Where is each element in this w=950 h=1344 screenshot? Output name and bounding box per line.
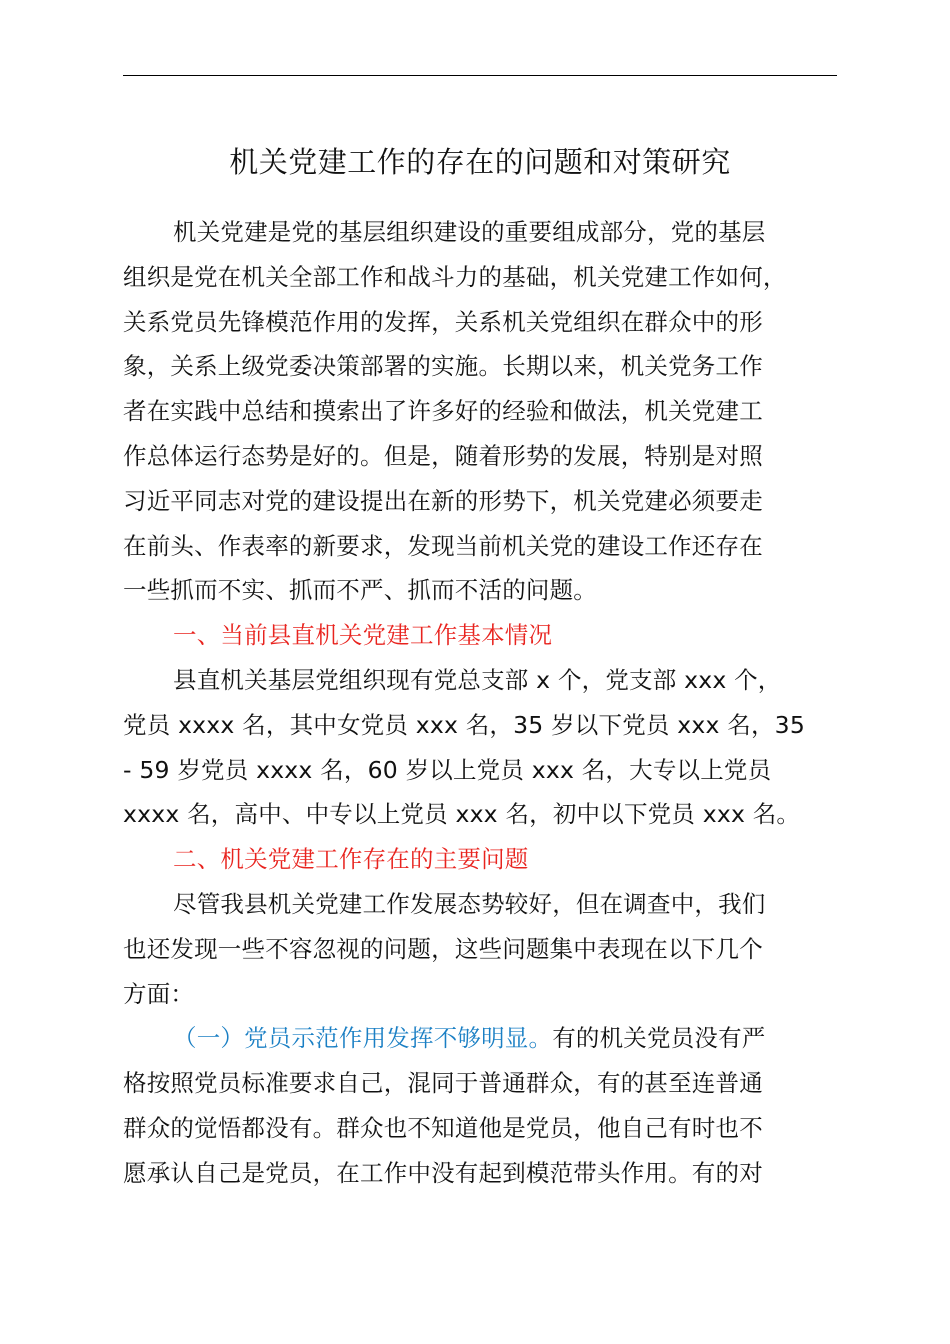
paragraph-line: 群众的觉悟都没有。群众也不知道他是党员，他自己有时也不	[123, 1113, 763, 1142]
paragraph-line: 习近平同志对党的建设提出在新的形势下，机关党建必须要走	[123, 486, 763, 515]
paragraph-line: 格按照党员标准要求自己，混同于普通群众，有的甚至连普通	[123, 1069, 763, 1098]
paragraph-line: 党员 xxxx 名，其中女党员 xxx 名，35 岁以下党员 xxx 名，35	[123, 710, 805, 739]
paragraph-line: 县直机关基层党组织现有党总支部 x 个，党支部 xxx 个，	[173, 665, 782, 694]
paragraph-line: - 59 岁党员 xxxx 名，60 岁以上党员 xxx 名，大专以上党员	[123, 755, 772, 784]
paragraph-line: 者在实践中总结和摸索出了许多好的经验和做法，机关党建工	[123, 397, 763, 426]
paragraph-line: 尽管我县机关党建工作发展态势较好，但在调查中，我们	[173, 889, 766, 918]
paragraph-line: 也还发现一些不容忽视的问题，这些问题集中表现在以下几个	[123, 934, 763, 963]
paragraph-line: 作总体运行态势是好的。但是，随着形势的发展，特别是对照	[123, 441, 763, 470]
subsection-heading-1: （一）党员示范作用发挥不够明显。	[173, 1024, 553, 1053]
paragraph-line: 象，关系上级党委决策部署的实施。长期以来，机关党务工作	[123, 352, 763, 381]
paragraph-line	[123, 1016, 839, 1061]
header-rule	[123, 75, 837, 76]
paragraph-line: 关系党员先锋模范作用的发挥，关系机关党组织在群众中的形	[123, 307, 763, 336]
document-title: 机关党建工作的存在的问题和对策研究	[229, 145, 731, 179]
paragraph-line-rest: 有的机关党员没有严	[552, 1024, 766, 1053]
paragraph-line: 方面：	[123, 979, 195, 1008]
paragraph-line: xxxx 名，高中、中专以上党员 xxx 名，初中以下党员 xxx 名。	[123, 800, 801, 829]
section-heading-2: 二、机关党建工作存在的主要问题	[173, 845, 529, 874]
paragraph-line: 一些抓而不实、抓而不严、抓而不活的问题。	[123, 576, 597, 605]
section-heading-1: 一、当前县直机关党建工作基本情况	[173, 621, 553, 650]
document-body	[123, 210, 839, 1196]
paragraph-line: 愿承认自己是党员，在工作中没有起到模范带头作用。有的对	[123, 1158, 763, 1187]
paragraph-line: 组织是党在机关全部工作和战斗力的基础，机关党建工作如何，	[123, 262, 787, 291]
paragraph-line: 在前头、作表率的新要求，发现当前机关党的建设工作还存在	[123, 531, 763, 560]
paragraph-line: 机关党建是党的基层组织建设的重要组成部分，党的基层	[173, 218, 766, 246]
